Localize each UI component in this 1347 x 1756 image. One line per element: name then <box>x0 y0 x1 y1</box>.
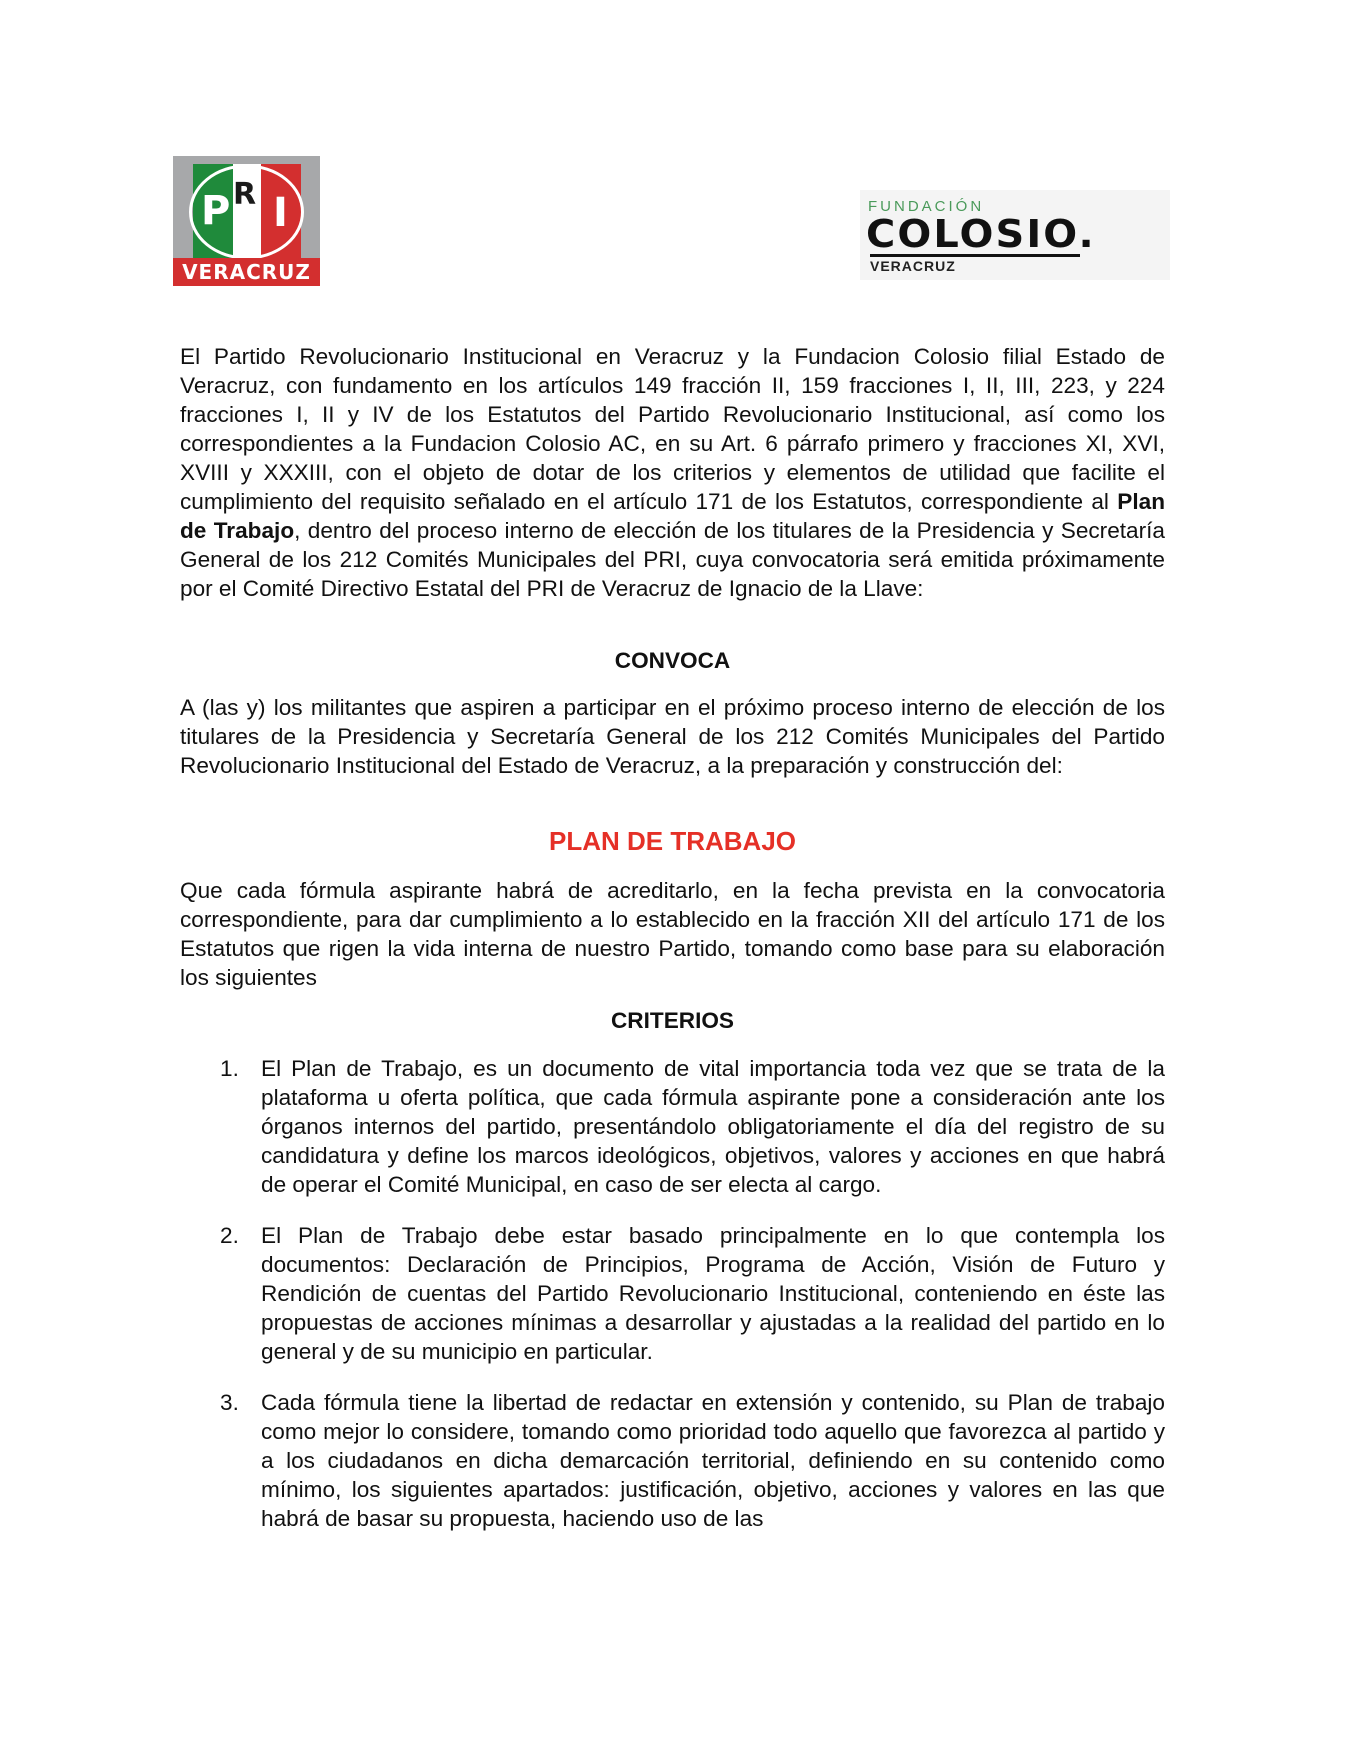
list-item <box>180 1221 1165 1366</box>
list-item-number: 1. <box>220 1056 239 1081</box>
list-item <box>180 1388 1165 1533</box>
criteria-list <box>180 1054 1165 1555</box>
list-item-number: 2. <box>220 1223 239 1248</box>
intro-text-part2: , dentro del proceso interno de elección de los titulares de la Presidencia y Secretaría General de los 212 Comités Municipales del PRI, cuya convocatoria será emitida próximamente por el Comité Directivo Estatal del PRI de Veracruz de Ignacio de la Llave: <box>180 518 1165 601</box>
list-item <box>180 1054 1165 1199</box>
convoca-heading: CONVOCA <box>614 648 731 673</box>
pri-letter-p: P <box>201 188 231 234</box>
pri-veracruz-logo <box>173 156 320 286</box>
colosio-fundacion-text: FUNDACIÓN <box>868 198 985 215</box>
intro-text-part1: El Partido Revolucionario Institucional en Veracruz y la Fundacion Colosio filial Estado de Veracruz, con fundamento en los artículos 149 fracción II, 159 fracciones I, II, III, 223, y 224 fracciones I, II y IV de los Estatutos del Partido Revolucionario Institucional, así como los correspondientes a la Fundacion Colosio AC, en su Art. 6 párrafo primero y fracciones XI, XVI, XVIII y XXXIII, con el objeto de dotar de los criterios y elementos de utilidad que facilite el cumplimiento del requisito señalado en el artículo 171 de los Estatutos, correspondiente al <box>180 344 1165 514</box>
pri-letter-r: R <box>233 177 257 212</box>
list-item-text: Cada fórmula tiene la libertad de redactar en extensión y contenido, su Plan de trabajo como mejor lo considere, tomando como prioridad todo aquello que favorezca al partido y a los ciudadanos en dicha demarcación territorial, definiendo en su contenido como mínimo, los siguientes apartados: justificación, objetivo, acciones y valores en las que habrá de basar su propuesta, haciendo uso de las <box>261 1390 1165 1531</box>
pri-letter-i: I <box>273 190 288 236</box>
plan-de-trabajo-heading: PLAN DE TRABAJO <box>548 826 796 856</box>
pri-band-label: VERACRUZ <box>173 258 320 286</box>
intro-bold-plan: Plan de Trabajo <box>180 489 1165 543</box>
list-item-text: El Plan de Trabajo, es un documento de vital importancia toda vez que se trata de la plataforma u oferta política, que cada fórmula aspirante pone a consideración ante los órganos internos del partido, presentándolo obligatoriamente el día del registro de su candidatura y define los marcos ideológicos, objetivos, valores y acciones en que habrá de operar el Comité Municipal, en caso de ser electa al cargo. <box>261 1056 1165 1197</box>
pri-emblem-icon <box>173 156 320 260</box>
intro-paragraph <box>180 342 1165 603</box>
colosio-veracruz-text: VERACRUZ <box>870 254 1080 274</box>
convoca-paragraph: A (las y) los militantes que aspiren a participar en el próximo proceso interno de elección de los titulares de la Presidencia y Secretaría General de los 212 Comités Municipales del Partido Revolucionario Institucional del Estado de Veracruz, a la preparación y construcción del: <box>180 695 1165 778</box>
list-item-text: El Plan de Trabajo debe estar basado principalmente en lo que contempla los documentos: Declaración de Principios, Programa de Acción, Visión de Futuro y Rendición de cuentas del Partido Revolucionario Institucional, conteniendo en éste las propuestas de acciones mínimas a desarrollar y ajustadas a la realidad del partido en lo general y de su municipio en particular. <box>261 1223 1165 1364</box>
list-item-number: 3. <box>220 1390 239 1415</box>
plan-paragraph: Que cada fórmula aspirante habrá de acreditarlo, en la fecha prevista en la convocatoria correspondiente, para dar cumplimiento a lo establecido en la fracción XII del artículo 171 de los Estatutos que rigen la vida interna de nuestro Partido, tomando como base para su elaboración los siguientes <box>180 878 1165 990</box>
colosio-main-text: COLOSIO. <box>866 212 1096 256</box>
fundacion-colosio-logo <box>860 190 1170 280</box>
criterios-heading: CRITERIOS <box>610 1008 735 1033</box>
